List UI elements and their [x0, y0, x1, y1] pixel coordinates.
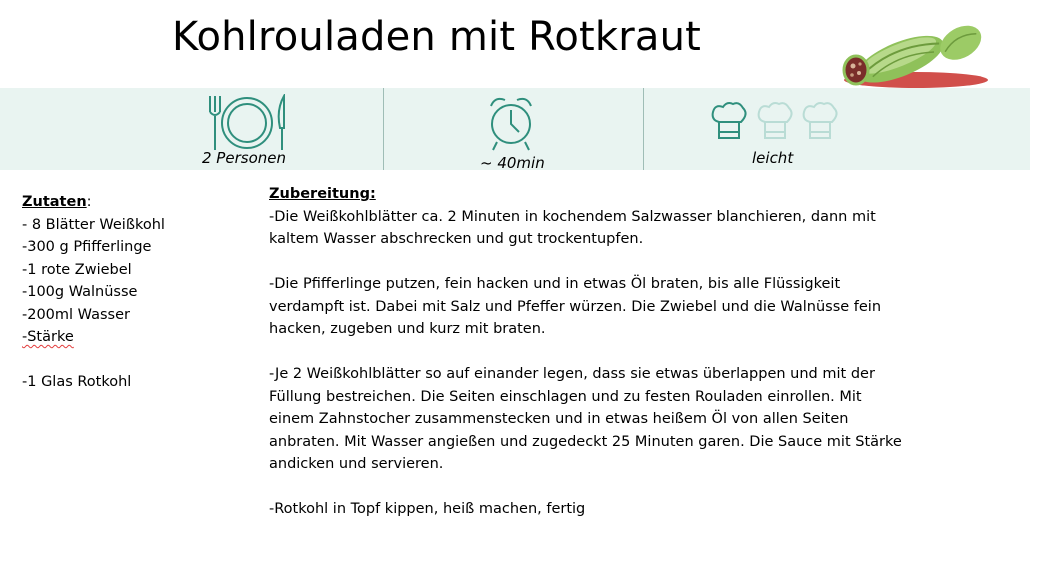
- ingredient-item: -1 Glas Rotkohl: [22, 374, 132, 390]
- recipe-title: Kohlrouladen mit Rotkraut: [172, 14, 702, 60]
- chef-hat-icon: [755, 100, 795, 142]
- chef-hat-icon: [800, 100, 840, 142]
- plate-cutlery-icon: [206, 94, 292, 152]
- servings-label: 2 Personen: [202, 149, 286, 167]
- preparation-section: [269, 183, 909, 543]
- info-divider: [383, 88, 384, 170]
- recipe-info-band: [0, 88, 1030, 170]
- preparation-step: -Die Weißkohlblätter ca. 2 Minuten in kochendem Salzwasser blanchieren, dann mit kaltem Wasser abschrecken und gut trockentupfen.: [269, 208, 876, 247]
- preparation-heading: Zubereitung:: [269, 186, 376, 202]
- ingredient-item: -Stärke: [22, 329, 74, 345]
- alarm-clock-icon: [487, 94, 535, 154]
- ingredient-item: [22, 349, 165, 372]
- difficulty-label: leicht: [752, 149, 794, 167]
- ingredients-list: [22, 191, 165, 394]
- ingredient-item: -1 rote Zwiebel: [22, 261, 132, 278]
- chef-hat-icon: [709, 100, 749, 142]
- preparation-step: -Je 2 Weißkohlblätter so auf einander legen, dass sie etwas überlappen und mit der Füllung bestreichen. Die Seiten einschlagen und zu festen Rouladen einrollen. Mit einem Zahnstocher zusammenstecken und in etwas heißem Öl von allen Seiten anbraten. Mit Wasser angießen und zugedeckt 25 Minuten garen. Die Sauce mit Stärke andicken und servieren.: [269, 366, 902, 472]
- preparation-step: -Die Pfifferlinge putzen, fein hacken und in etwas Öl braten, bis alle Flüssigkeit verdampft ist. Dabei mit Salz und Pfeffer würzen. Die Zwiebel und die Walnüsse fein hacken, zugeben und kurz mit braten.: [269, 276, 882, 337]
- cabbage-roll-image: [838, 14, 988, 92]
- info-divider: [643, 88, 644, 170]
- preparation-step: -Rotkohl in Topf kippen, heiß machen, fertig: [269, 501, 586, 517]
- ingredient-item: - 8 Blätter Weißkohl: [22, 216, 165, 233]
- ingredient-item: -200ml Wasser: [22, 306, 130, 323]
- ingredient-item: -300 g Pfifferlinge: [22, 239, 152, 255]
- ingredients-heading: Zutaten:: [22, 194, 92, 210]
- time-label: ~ 40min: [480, 154, 545, 172]
- ingredient-item: -100g Walnüsse: [22, 284, 138, 300]
